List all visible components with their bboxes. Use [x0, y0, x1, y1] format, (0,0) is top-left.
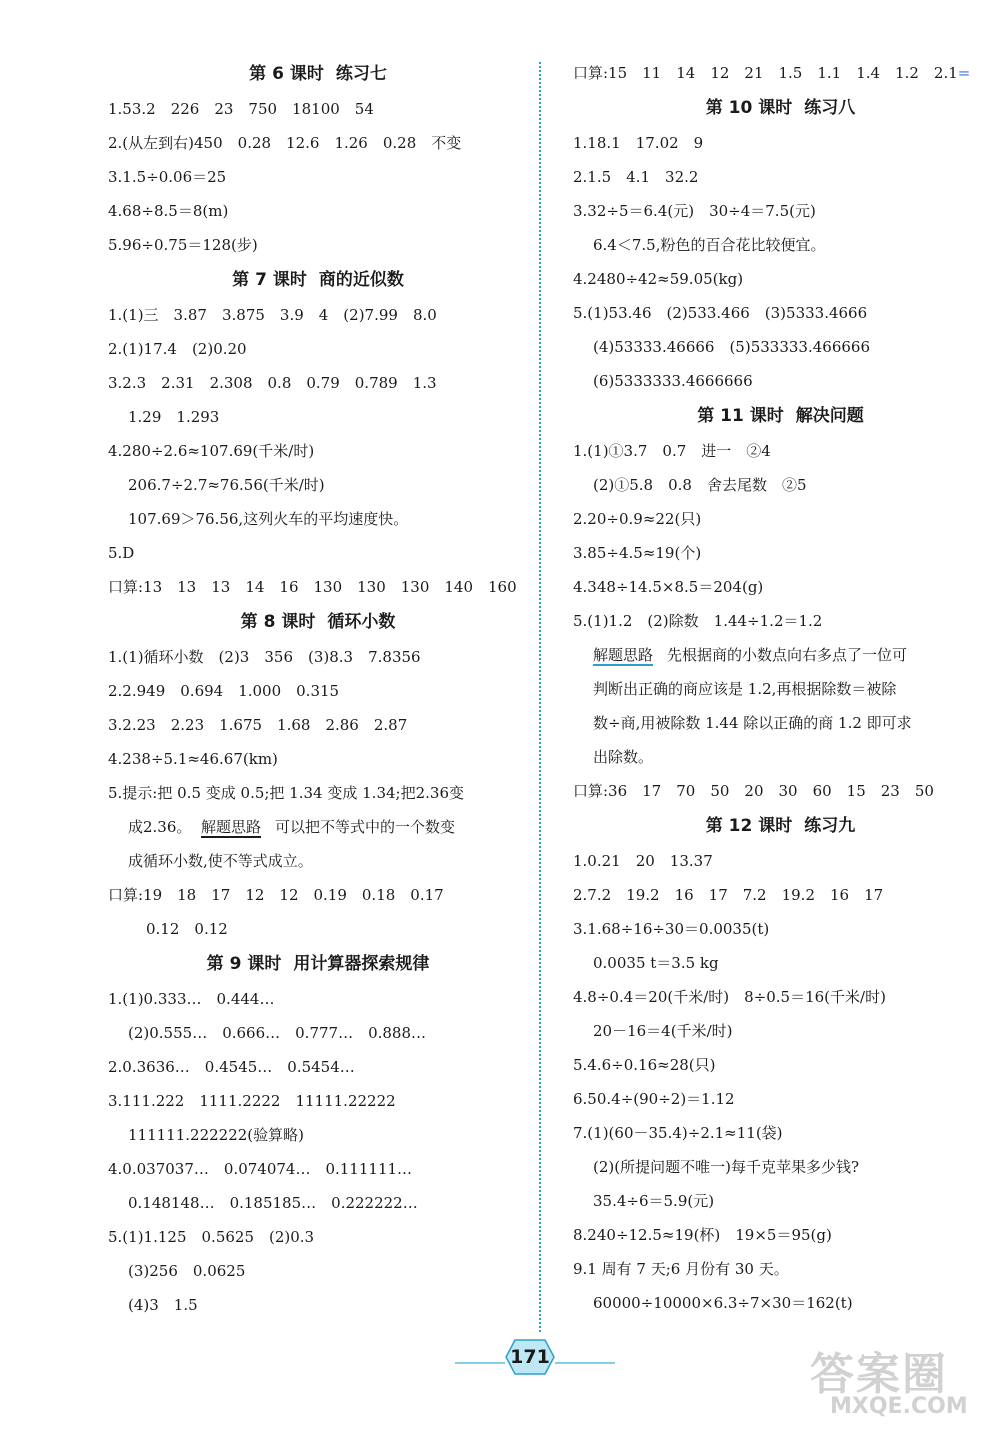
- answer-line: 4.238÷5.1≈46.67(km): [108, 750, 278, 768]
- answer-line: 2.2.949 0.694 1.000 0.315: [108, 682, 340, 700]
- answer-line: 2.20÷0.9≈22(只): [573, 510, 702, 528]
- answer-line: 8.240÷12.5≈19(杯) 19×5＝95(g): [573, 1226, 832, 1244]
- answer-line: (2)①5.8 0.8 舍去尾数 ②5: [593, 476, 807, 494]
- section-title-lesson-9: 第 9 课时 用计算器探索规律: [206, 954, 430, 974]
- answer-line: 5.96÷0.75＝128(步): [108, 236, 258, 254]
- answer-line: 5.(1)53.46 (2)533.466 (3)5333.4666: [573, 304, 868, 322]
- answer-line: 60000÷10000×6.3÷7×30＝162(t): [593, 1294, 853, 1312]
- answer-line: 9.1 周有 7 天;6 月份有 30 天。: [573, 1260, 789, 1278]
- answer-line: 20－16＝4(千米/时): [593, 1022, 733, 1040]
- answer-line: 出除数。: [593, 748, 654, 766]
- answer-line: 0.0035 t＝3.5 kg: [593, 954, 719, 972]
- answer-line: 6.50.4÷(90÷2)＝1.12: [573, 1090, 735, 1108]
- answer-line: 5.提示:把 0.5 变成 0.5;把 1.34 变成 1.34;把2.36变: [108, 784, 464, 802]
- section-title-lesson-12: 第 12 课时 练习九: [705, 816, 856, 836]
- answer-line: (4)3 1.5: [128, 1296, 198, 1314]
- answer-line: 4.348÷14.5×8.5＝204(g): [573, 578, 764, 596]
- answer-line: (3)256 0.0625: [128, 1262, 246, 1280]
- solution-tip-tag: 解题思路: [200, 818, 261, 836]
- answer-line: 1.(1)三 3.87 3.875 3.9 4 (2)7.99 8.0: [108, 306, 437, 324]
- answer-line: 成2.36。 解题思路 可以把不等式中的一个数变: [128, 818, 455, 836]
- answer-line: 5.D: [108, 544, 135, 562]
- answer-line: 3.111.222 1111.2222 11111.22222: [108, 1092, 396, 1110]
- answer-line: 2.(从左到右)450 0.28 12.6 1.26 0.28 不变: [108, 134, 462, 152]
- answer-line: 1.(1)循环小数 (2)3 356 (3)8.3 7.8356: [108, 648, 421, 666]
- right-column: [573, 56, 988, 1320]
- answer-line: 7.(1)(60－35.4)÷2.1≈11(袋): [573, 1124, 783, 1142]
- answer-line: 3.1.68÷16÷30＝0.0035(t): [573, 920, 770, 938]
- answer-line: 3.2.3 2.31 2.308 0.8 0.79 0.789 1.3: [108, 374, 437, 392]
- answer-line: 数÷商,用被除数 1.44 除以正确的商 1.2 即可求: [593, 714, 912, 732]
- section-title-lesson-7: 第 7 课时 商的近似数: [232, 270, 404, 290]
- answer-line: 0.148148… 0.185185… 0.222222…: [128, 1194, 418, 1212]
- footer-rule-left: [455, 1362, 505, 1364]
- answer-line: 35.4÷6＝5.9(元): [593, 1192, 715, 1210]
- answer-line: 4.0.037037… 0.074074… 0.111111…: [108, 1160, 413, 1178]
- section-title-lesson-10: 第 10 课时 练习八: [705, 98, 856, 118]
- oral-calc-line: 0.12 0.12: [146, 920, 228, 938]
- answer-line: 判断出正确的商应该是 1.2,再根据除数＝被除: [593, 680, 897, 698]
- answer-line: 1.29 1.293: [128, 408, 220, 426]
- section-title-lesson-6: 第 6 课时 练习七: [249, 64, 387, 84]
- page-number: 171: [510, 1346, 550, 1368]
- answer-line: 成循环小数,使不等式成立。: [128, 852, 313, 870]
- answer-line: 5.(1)1.2 (2)除数 1.44÷1.2＝1.2: [573, 612, 823, 630]
- answer-line: 107.69＞76.56,这列火车的平均速度快。: [128, 510, 409, 528]
- answer-line: 2.(1)17.4 (2)0.20: [108, 340, 247, 358]
- answer-line: 5.4.6÷0.16≈28(只): [573, 1056, 716, 1074]
- answer-line: 4.280÷2.6≈107.69(千米/时): [108, 442, 315, 460]
- answer-line: 5.(1)1.125 0.5625 (2)0.3: [108, 1228, 315, 1246]
- answer-line: 3.1.5÷0.06＝25: [108, 168, 227, 186]
- answer-line: 3.32÷5＝6.4(元) 30÷4＝7.5(元): [573, 202, 816, 220]
- answer-line: 解题思路 先根据商的小数点向右多点了一位可: [593, 646, 908, 664]
- page-number-badge: [505, 1338, 555, 1376]
- answer-line: 3.85÷4.5≈19(个): [573, 544, 702, 562]
- answer-line: 2.7.2 19.2 16 17 7.2 19.2 16 17: [573, 886, 884, 904]
- answer-line: 3.2.23 2.23 1.675 1.68 2.86 2.87: [108, 716, 408, 734]
- answer-line: (4)53333.46666 (5)533333.466666: [593, 338, 870, 356]
- oral-calc-line: 口算:19 18 17 12 12 0.19 0.18 0.17: [108, 886, 444, 904]
- footer-rule-right: [555, 1362, 615, 1364]
- answer-line: 1.(1)0.333… 0.444…: [108, 990, 275, 1008]
- answer-line: 4.8÷0.4＝20(千米/时) 8÷0.5＝16(千米/时): [573, 988, 886, 1006]
- oral-calc-line: 口算:36 17 70 50 20 30 60 15 23 50: [573, 782, 934, 800]
- answer-line: 2.1.5 4.1 32.2: [573, 168, 699, 186]
- section-title-lesson-11: 第 11 课时 解决问题: [697, 406, 864, 426]
- solution-tip-tag: 解题思路: [593, 646, 654, 664]
- answer-line: 1.53.2 226 23 750 18100 54: [108, 100, 374, 118]
- answer-line: 111111.222222(验算略): [128, 1126, 304, 1144]
- answer-line: 2.0.3636… 0.4545… 0.5454…: [108, 1058, 355, 1076]
- oral-calc-line: 口算:15 11 14 12 21 1.5 1.1 1.4 1.2 2.1=: [573, 64, 971, 82]
- answer-line: 1.18.1 17.02 9: [573, 134, 704, 152]
- answer-line: 1.0.21 20 13.37: [573, 852, 713, 870]
- answer-line: (2)(所提问题不唯一)每千克苹果多少钱?: [593, 1158, 859, 1176]
- left-column: [108, 56, 528, 1322]
- column-divider: [539, 62, 541, 1332]
- oral-calc-line: 口算:13 13 13 14 16 130 130 130 140 160: [108, 578, 517, 596]
- answer-line: (2)0.555… 0.666… 0.777… 0.888…: [128, 1024, 427, 1042]
- answer-line: 4.2480÷42≈59.05(kg): [573, 270, 744, 288]
- watermark-logo: 答案圈 MXQE.COM: [810, 1349, 968, 1419]
- answer-line: 4.68÷8.5＝8(m): [108, 202, 229, 220]
- answer-line: 206.7÷2.7≈76.56(千米/时): [128, 476, 325, 494]
- answer-line: 6.4＜7.5,粉色的百合花比较便宜。: [593, 236, 826, 254]
- section-title-lesson-8: 第 8 课时 循环小数: [240, 612, 396, 632]
- answer-line: (6)5333333.4666666: [593, 372, 753, 390]
- answer-line: 1.(1)①3.7 0.7 进一 ②4: [573, 442, 771, 460]
